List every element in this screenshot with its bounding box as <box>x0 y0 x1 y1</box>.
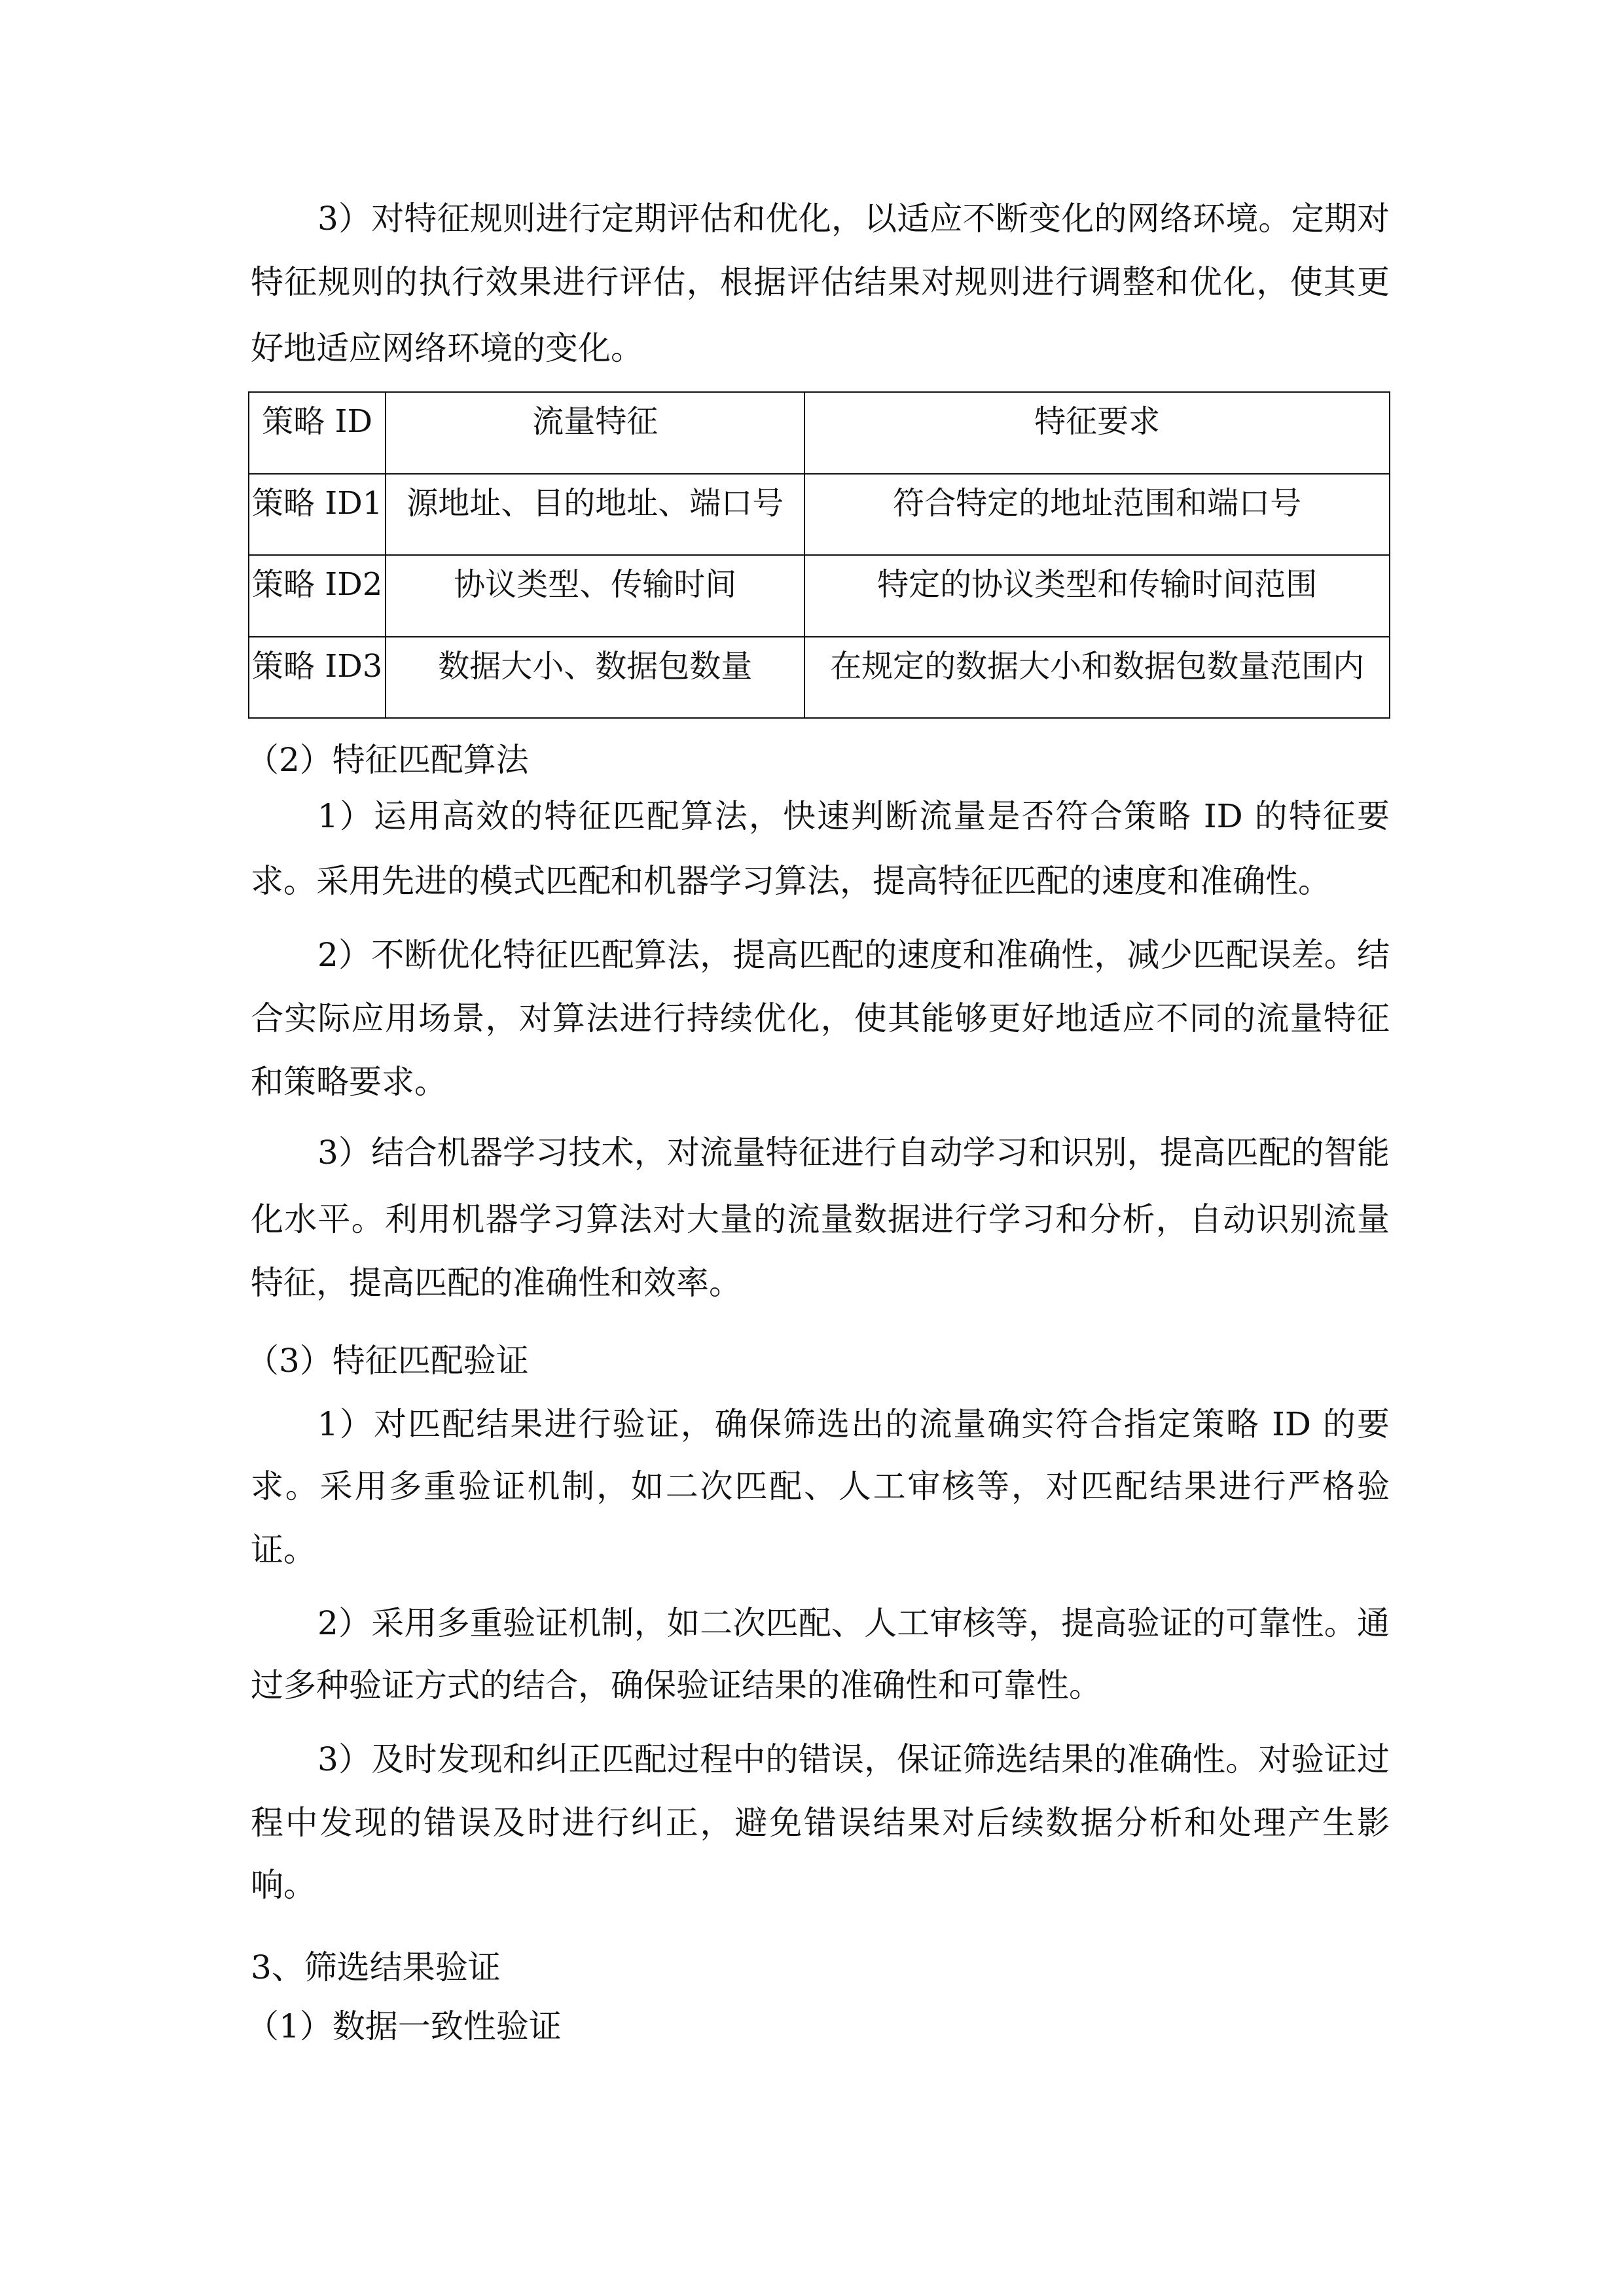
table-cell: 策略 ID2 <box>249 555 386 637</box>
text-line: 求。采用先进的模式匹配和机器学习算法，提高特征匹配的速度和准确性。 <box>251 862 1331 900</box>
header-cell: 策略 ID <box>249 392 386 474</box>
section-heading: （2）特征匹配算法 <box>246 741 529 779</box>
text-line: 程中发现的错误及时进行纠正，避免错误结果对后续数据分析和处理产生影 <box>251 1804 1390 1842</box>
text-line: 特征规则的执行效果进行评估，根据评估结果对规则进行调整和优化，使其更 <box>251 263 1390 301</box>
text-line: 3）及时发现和纠正匹配过程中的错误，保证筛选结果的准确性。对验证过 <box>317 1740 1390 1778</box>
text-line: 2）不断优化特征匹配算法，提高匹配的速度和准确性，减少匹配误差。结 <box>317 936 1390 974</box>
text-line: 2）采用多重验证机制，如二次匹配、人工审核等，提高验证的可靠性。通 <box>317 1604 1390 1642</box>
text-line: 响。 <box>251 1866 316 1904</box>
table-cell: 策略 ID1 <box>249 474 386 556</box>
table-cell: 特定的协议类型和传输时间范围 <box>804 555 1390 637</box>
text-line: 3）结合机器学习技术，对流量特征进行自动学习和识别，提高匹配的智能 <box>317 1134 1390 1172</box>
table-cell: 数据大小、数据包数量 <box>386 637 804 719</box>
table-row <box>249 637 1390 719</box>
section-title: 3、筛选结果验证 <box>251 1948 501 1986</box>
header-cell: 流量特征 <box>386 392 804 474</box>
header-cell: 特征要求 <box>804 392 1390 474</box>
table-row <box>249 474 1390 556</box>
table-cell: 策略 ID3 <box>249 637 386 719</box>
table-cell: 源地址、目的地址、端口号 <box>386 474 804 556</box>
subsection-heading: （1）数据一致性验证 <box>246 2007 562 2045</box>
text-line: 1）运用高效的特征匹配算法，快速判断流量是否符合策略 ID 的特征要 <box>317 797 1390 835</box>
text-line: 3）对特征规则进行定期评估和优化，以适应不断变化的网络环境。定期对 <box>317 200 1390 238</box>
text-line: 证。 <box>251 1531 316 1569</box>
table-header-row <box>249 392 1390 474</box>
table-row <box>249 555 1390 637</box>
text-line: 合实际应用场景，对算法进行持续优化，使其能够更好地适应不同的流量特征 <box>251 999 1390 1037</box>
policy-table <box>248 391 1390 719</box>
text-line: 过多种验证方式的结合，确保验证结果的准确性和可靠性。 <box>251 1666 1102 1704</box>
table-cell: 符合特定的地址范围和端口号 <box>804 474 1390 556</box>
section-heading: （3）特征匹配验证 <box>246 1342 529 1380</box>
text-line: 和策略要求。 <box>251 1063 447 1101</box>
table-cell: 在规定的数据大小和数据包数量范围内 <box>804 637 1390 719</box>
text-line: 1）对匹配结果进行验证，确保筛选出的流量确实符合指定策略 ID 的要 <box>317 1405 1390 1443</box>
text-line: 求。采用多重验证机制，如二次匹配、人工审核等，对匹配结果进行严格验 <box>251 1467 1390 1505</box>
text-line: 化水平。利用机器学习算法对大量的流量数据进行学习和分析，自动识别流量 <box>251 1200 1390 1238</box>
table-cell: 协议类型、传输时间 <box>386 555 804 637</box>
text-line: 好地适应网络环境的变化。 <box>251 329 643 367</box>
text-line: 特征，提高匹配的准确性和效率。 <box>251 1264 742 1302</box>
